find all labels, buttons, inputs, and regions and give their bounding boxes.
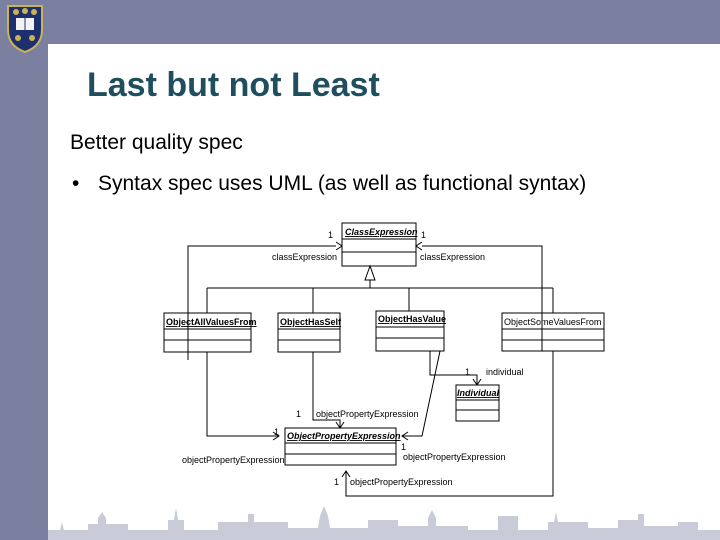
label-ind-role: individual: [486, 367, 524, 377]
class-name-has-value: ObjectHasValue: [378, 314, 447, 324]
bullet-text: Syntax spec uses UML (as well as functional syntax): [98, 172, 587, 195]
class-name-class-expression: ClassExpression: [345, 227, 418, 237]
class-name-all-values-from: ObjectAllValuesFrom: [166, 317, 257, 327]
class-name-property-expression: ObjectPropertyExpression: [287, 431, 401, 441]
slide-title: Last but not Least: [87, 66, 380, 104]
label-pe-role-right: objectPropertyExpression: [403, 452, 506, 462]
bullet-marker: •: [72, 172, 80, 195]
slide-subtitle: Better quality spec: [70, 131, 243, 154]
class-name-some-values-from: ObjectSomeValuesFrom: [504, 317, 602, 327]
label-ce-role-right: classExpression: [420, 252, 486, 262]
label-pe-role-left: objectPropertyExpression: [182, 455, 285, 465]
label-ce-mult-right: 1: [421, 230, 427, 240]
label-ind-mult: 1: [465, 367, 471, 377]
label-ce-role-left: classExpression: [272, 252, 338, 262]
class-name-individual: Individual: [457, 388, 500, 398]
label-pe-role-top: objectPropertyExpression: [316, 409, 419, 419]
class-name-has-self: ObjectHasSelf: [280, 317, 342, 327]
label-ce-mult-left: 1: [328, 230, 334, 240]
label-pe-mult-bottom: 1: [334, 477, 340, 487]
label-pe-role-bottom: objectPropertyExpression: [350, 477, 453, 487]
label-pe-mult-right: 1: [401, 442, 407, 452]
label-pe-mult-top: 1: [296, 409, 302, 419]
label-pe-mult-left: 1: [274, 427, 280, 437]
